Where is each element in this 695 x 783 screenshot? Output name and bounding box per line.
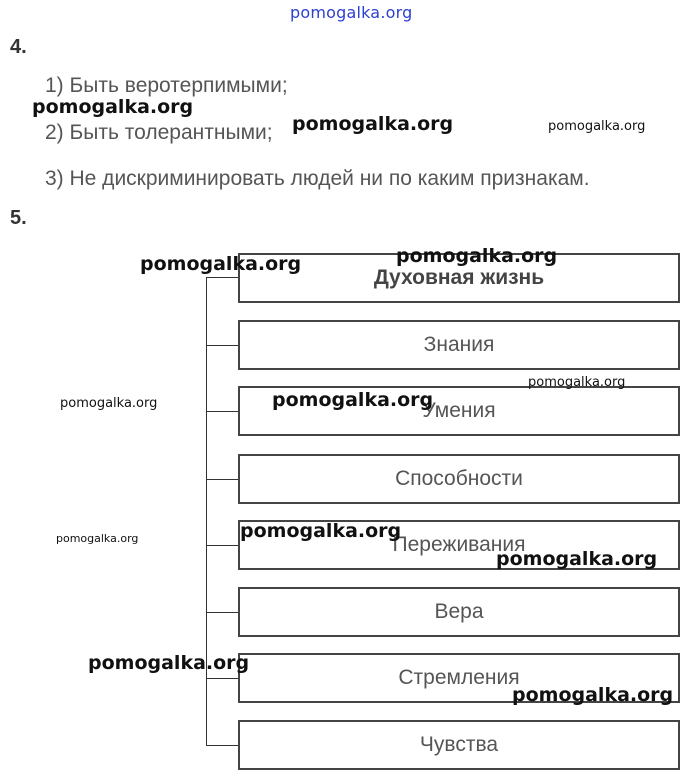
connector-line bbox=[206, 411, 239, 412]
connector-line bbox=[206, 745, 239, 746]
header-watermark: pomogalka.org bbox=[290, 3, 413, 22]
diagram-item-box: Способности bbox=[238, 454, 680, 504]
watermark: pomogalka.org bbox=[496, 548, 658, 570]
watermark: pomogalka.org bbox=[548, 119, 646, 134]
watermark: pomogalka.org bbox=[272, 389, 434, 411]
watermark: pomogalka.org bbox=[528, 375, 626, 390]
diagram-item-box: Чувства bbox=[238, 720, 680, 770]
watermark: pomogalka.org bbox=[140, 253, 302, 275]
watermark: pomogalka.org bbox=[88, 652, 250, 674]
diagram-item-box: Вера bbox=[238, 587, 680, 637]
connector-line bbox=[206, 479, 239, 480]
watermark: pomogalka.org bbox=[240, 520, 402, 542]
diagram-item-box: Умения bbox=[238, 386, 680, 436]
watermark: pomogalka.org bbox=[396, 245, 558, 267]
watermark: pomogalka.org bbox=[292, 113, 454, 135]
diagram-item-box: Знания bbox=[238, 320, 680, 370]
watermark: pomogalka.org bbox=[60, 396, 158, 411]
task-4-answer-2: 2) Быть толерантными; bbox=[45, 121, 273, 144]
watermark: pomogalka.org bbox=[512, 684, 674, 706]
watermark: pomogalka.org bbox=[32, 96, 194, 118]
diagram-item-box: Стремления bbox=[238, 653, 680, 703]
diagram-item-box: Переживания bbox=[238, 520, 680, 570]
watermark: pomogalka.org bbox=[56, 532, 139, 545]
diagram-trunk-line bbox=[206, 277, 207, 745]
task-5-number: 5. bbox=[10, 207, 27, 229]
task-4-answer-1: 1) Быть веротерпимыми; bbox=[45, 74, 288, 97]
connector-line bbox=[206, 345, 239, 346]
task-4-answer-3: 3) Не дискриминировать людей ни по каким признакам. bbox=[45, 167, 590, 190]
connector-line bbox=[206, 612, 239, 613]
connector-line bbox=[206, 277, 239, 278]
connector-line bbox=[206, 545, 239, 546]
connector-line bbox=[206, 678, 239, 679]
task-4-number: 4. bbox=[10, 36, 27, 58]
diagram-root-box: Духовная жизнь bbox=[238, 253, 680, 303]
